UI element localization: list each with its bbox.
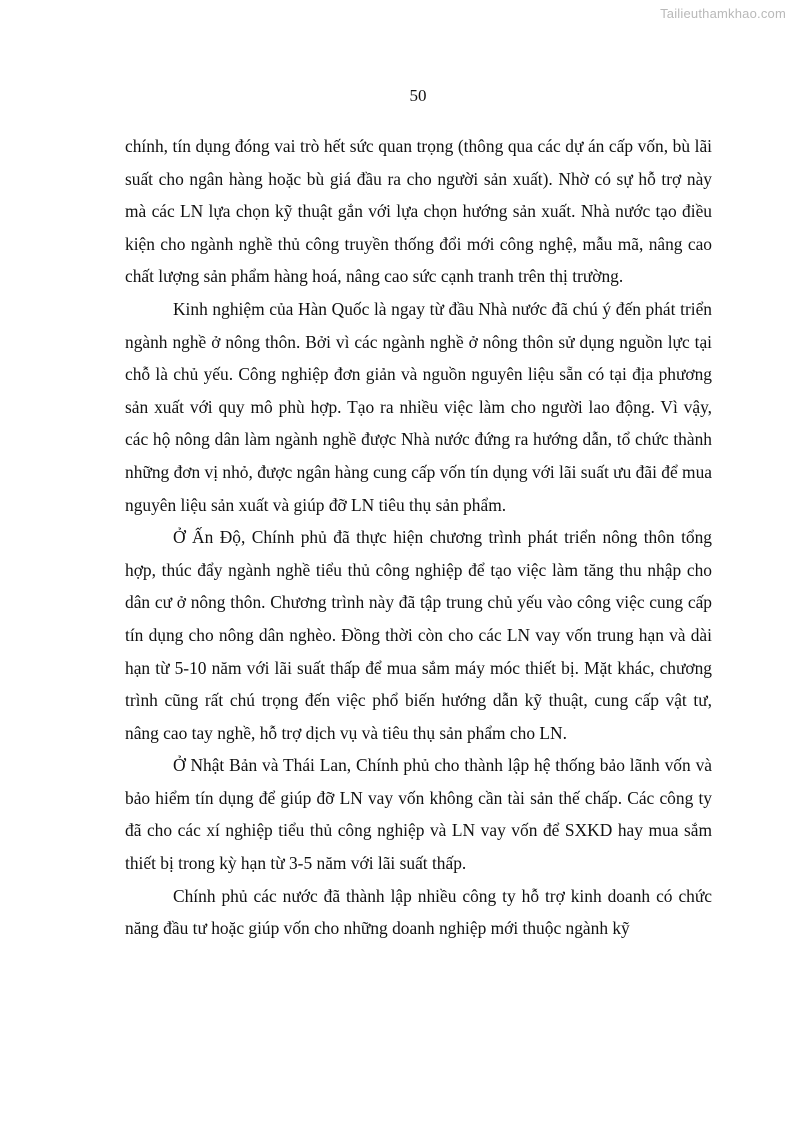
document-body (125, 130, 712, 945)
paragraph-japan-thailand: Ở Nhật Bản và Thái Lan, Chính phủ cho thành lập hệ thống bảo lãnh vốn và bảo hiểm tín dụng để giúp đỡ LN vay vốn không cần tài sản thế chấp. Các công ty đã cho các xí nghiệp tiểu thủ công nghiệp và LN vay vốn để SXKD hay mua sắm thiết bị trong kỳ hạn từ 3-5 năm với lãi suất thấp. (125, 755, 712, 874)
paragraph-india: Ở Ấn Độ, Chính phủ đã thực hiện chương trình phát triển nông thôn tổng hợp, thúc đẩy ngành nghề tiểu thủ công nghiệp để tạo việc làm tăng thu nhập cho dân cư ở nông thôn. Chương trình này đã tập trung chủ yếu vào công việc cung cấp tín dụng cho nông dân nghèo. Đồng thời còn cho các LN vay vốn trung hạn và dài hạn từ 5-10 năm với lãi suất thấp để mua sắm máy móc thiết bị. Mặt khác, chương trình cũng rất chú trọng đến việc phổ biến hướng dẫn kỹ thuật, cung cấp vật tư, nâng cao tay nghề, hỗ trợ dịch vụ và tiêu thụ sản phẩm cho LN. (125, 527, 712, 743)
paragraph-continued: chính, tín dụng đóng vai trò hết sức quan trọng (thông qua các dự án cấp vốn, bù lãi suất cho ngân hàng hoặc bù giá đầu ra cho người sản xuất). Nhờ có sự hỗ trợ này mà các LN lựa chọn kỹ thuật gắn với lựa chọn hướng sản xuất. Nhà nước tạo điều kiện cho ngành nghề thủ công truyền thống đổi mới công nghệ, mẫu mã, nâng cao chất lượng sản phẩm hàng hoá, nâng cao sức cạnh tranh trên thị trường. (125, 136, 712, 287)
paragraph-governments: Chính phủ các nước đã thành lập nhiều công ty hỗ trợ kinh doanh có chức năng đầu tư hoặc giúp vốn cho những doanh nghiệp mới thuộc ngành kỹ (125, 885, 712, 939)
page-number: 50 (409, 86, 427, 105)
paragraph-korea: Kinh nghiệm của Hàn Quốc là ngay từ đầu Nhà nước đã chú ý đến phát triển ngành nghề ở nông thôn. Bởi vì các ngành nghề ở nông thôn sử dụng nguồn lực tại chỗ là chủ yếu. Công nghiệp đơn giản và nguồn nguyên liệu sẵn có tại địa phương sản xuất với quy mô phù hợp. Tạo ra nhiều việc làm cho người lao động. Vì vậy, các hộ nông dân làm ngành nghề được Nhà nước đứng ra hướng dẫn, tổ chức thành những đơn vị nhỏ, được ngân hàng cung cấp vốn tín dụng với lãi suất ưu đãi để mua nguyên liệu sản xuất và giúp đỡ LN tiêu thụ sản phẩm. (125, 298, 712, 515)
watermark-text: Tailieuthamkhao.com (660, 6, 786, 21)
